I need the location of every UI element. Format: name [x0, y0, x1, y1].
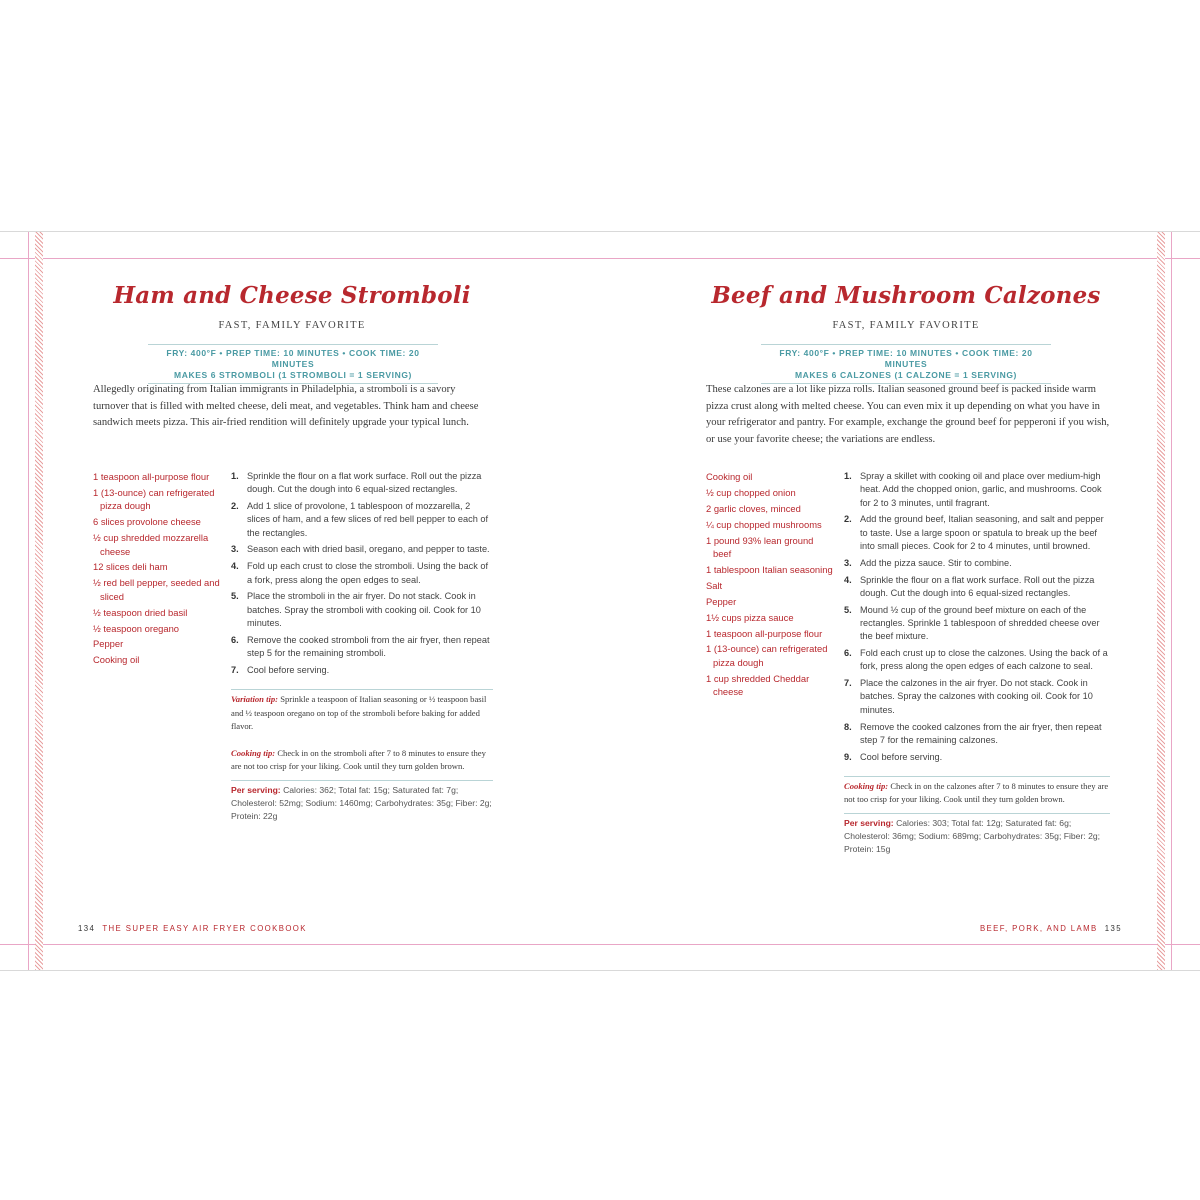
step-item [844, 677, 1110, 717]
recipe-tag: FAST, FAMILY FAVORITE [218, 320, 366, 331]
step-text: Fold up each crust to close the stromboli. Using the back of a fork, press along the open edges to seal. [247, 561, 489, 585]
recipe-intro: Allegedly originating from Italian immigrants in Philadelphia, a stromboli is a savory turnover that is filled with melted cheese, deli meat, and vegetables. Think ham and cheese sandwich meets pizza. This air-fried rendition will definitely upgrade your typical lunch. [93, 384, 479, 428]
step-item [231, 634, 493, 661]
step-text: Add the ground beef, Italian seasoning, and salt and pepper to taste. Use a large spoon or spatula to break up the beef into small pieces. Cook for 2 to 4 minutes, until browned. [860, 514, 1104, 551]
ingredient-item: 1 (13-ounce) can refrigerated pizza dough [706, 643, 828, 668]
running-head: BEEF, PORK, AND LAMB [979, 924, 1098, 933]
step-item [844, 604, 1110, 644]
page-number: 135 [1104, 924, 1122, 933]
ingredient-item: 6 slices provolone cheese [93, 516, 201, 528]
nutrition-info [844, 813, 1110, 857]
nutrition-text: Calories: 303; Total fat: 12g; Saturated fat: 6g; Cholesterol: 36mg; Sodium: 689mg; Carbohydrates: 35g; Fiber: 2g; Protein: 15g [844, 817, 1101, 855]
recipe-title: Beef and Mushroom Calzones [711, 282, 1101, 309]
cooking-tip-label: Cooking tip: [844, 780, 889, 791]
meta-yield: MAKES 6 CALZONES (1 CALZONE = 1 SERVING) [795, 370, 1017, 380]
ingredient-item: 1½ cups pizza sauce [706, 611, 794, 623]
step-text: Remove the cooked stromboli from the air fryer, then repeat step 5 for the remaining stromboli. [247, 634, 490, 659]
ingredient-list [706, 470, 834, 701]
ingredient-item: ½ cup shredded mozzarella cheese [93, 532, 209, 557]
recipe-tag: FAST, FAMILY FAVORITE [832, 320, 980, 331]
step-number: 5. [844, 604, 852, 615]
ingredient-item: Cooking oil [93, 654, 140, 666]
ingredient-item: ½ teaspoon dried basil [93, 606, 188, 618]
ingredient-item: 1 teaspoon all-purpose flour [706, 627, 823, 639]
step-item [231, 590, 493, 630]
meta-yield: MAKES 6 STROMBOLI (1 STROMBOLI = 1 SERVING) [174, 370, 412, 380]
recipe-intro: These calzones are a lot like pizza rolls. Italian seasoned ground beef is packed inside warm pizza crust along with melted cheese. You can even mix it up depending on what you have in your refrigerator and pantry. For example, exchange the ground beef for pepperoni if you wish, or use your favorite cheese; the variations are endless. [706, 384, 1110, 445]
meta-times: FRY: 400°F • PREP TIME: 10 MINUTES • COOK TIME: 20 MINUTES [779, 348, 1033, 369]
step-text: Cool before serving. [247, 664, 330, 675]
step-item [844, 751, 1110, 764]
step-text: Fold each crust up to close the calzones. Using the back of a fork, press along the open edges of each calzone to seal. [860, 648, 1108, 672]
step-item [844, 557, 1110, 570]
step-text: Place the stromboli in the air fryer. Do not stack. Cook in batches. Spray the stromboli with cooking oil. Cook for 10 minutes. [247, 591, 481, 628]
step-item [844, 721, 1110, 748]
step-number: 8. [844, 721, 852, 732]
nutrition-info [231, 780, 493, 824]
step-item [231, 470, 493, 497]
step-number: 4. [844, 574, 852, 585]
page-number: 134 [78, 924, 96, 933]
ingredient-item: Pepper [93, 638, 124, 650]
variation-tip-label: Variation tip: [231, 694, 279, 705]
step-number: 7. [231, 664, 239, 675]
step-number: 6. [231, 634, 239, 645]
step-item [231, 500, 493, 540]
step-text: Place the calzones in the air fryer. Do not stack. Cook in batches. Spray the calzones with cooking oil. Cook for 10 minutes. [860, 678, 1093, 715]
cooking-tip-label: Cooking tip: [231, 747, 276, 758]
running-head: THE SUPER EASY AIR FRYER COOKBOOK [102, 924, 307, 933]
nutrition-text: Calories: 362; Total fat: 15g; Saturated fat: 7g; Cholesterol: 52mg; Sodium: 1460mg; Carbohydrates: 35g; Fiber: 2g; Protein: 22g [231, 784, 492, 822]
cooking-tip-text: Check in on the stromboli after 7 to 8 minutes to ensure they are not too crisp for your liking. Cook until they turn golden brown. [231, 747, 486, 772]
step-item [844, 513, 1110, 553]
nutrition-label: Per serving: [231, 784, 281, 795]
cooking-tip-text: Check in on the calzones after 7 to 8 minutes to ensure they are not too crisp for your liking. Cook until they turn golden brown. [844, 780, 1109, 805]
page-footer [980, 924, 1122, 933]
step-number: 5. [231, 591, 239, 602]
ingredient-item: ½ teaspoon oregano [93, 622, 180, 634]
ingredient-item: ¼ cup chopped mushrooms [706, 518, 822, 530]
ingredient-item: Salt [706, 579, 723, 591]
ingredient-item: 1 tablespoon Italian seasoning [706, 563, 833, 575]
cooking-tip [844, 776, 1110, 807]
ingredient-item: 2 garlic cloves, minced [706, 502, 801, 514]
ingredient-item: ½ cup chopped onion [706, 486, 796, 498]
step-number: 6. [844, 648, 852, 659]
step-list [231, 470, 493, 823]
step-item [844, 470, 1110, 510]
ingredient-list [93, 470, 233, 669]
step-text: Spray a skillet with cooking oil and place over medium-high heat. Add the chopped onion, garlic, and mushrooms. Cook for 2 to 3 minutes, until fragrant. [860, 471, 1102, 508]
ingredient-item: 1 pound 93% lean ground beef [706, 534, 814, 560]
step-number: 7. [844, 678, 852, 689]
ingredient-item: 1 (13-ounce) can refrigerated pizza dough [93, 486, 215, 512]
step-number: 2. [844, 514, 852, 525]
step-text: Cool before serving. [860, 751, 943, 762]
right-page [600, 232, 1200, 970]
step-number: 9. [844, 751, 852, 762]
step-text: Mound ½ cup of the ground beef mixture on each of the rectangles. Sprinkle 1 tablespoon of shredded cheese over the beef mixture. [860, 604, 1100, 642]
recipe-title: Ham and Cheese Stromboli [113, 282, 471, 309]
cooking-tip [231, 744, 493, 774]
ingredient-item: Cooking oil [706, 471, 753, 482]
step-number: 2. [231, 501, 239, 512]
step-text: Add the pizza sauce. Stir to combine. [860, 557, 1012, 568]
step-item [844, 647, 1110, 674]
step-number: 4. [231, 561, 239, 572]
step-text: Season each with dried basil, oregano, and pepper to taste. [247, 544, 490, 555]
step-item [844, 574, 1110, 601]
step-text: Add 1 slice of provolone, 1 tablespoon of mozzarella, 2 slices of ham, and a few slices of red bell pepper to each of the rectangles. [247, 501, 489, 538]
ingredient-item: ½ red bell pepper, seeded and sliced [93, 577, 220, 602]
ingredient-item: 1 cup shredded Cheddar cheese [706, 672, 810, 698]
step-item [231, 664, 493, 677]
variation-tip [231, 689, 493, 734]
step-text: Sprinkle the flour on a flat work surface. Roll out the pizza dough. Cut the dough into 6 equal-sized rectangles. [860, 574, 1095, 598]
step-item [231, 543, 493, 556]
variation-tip-text: Sprinkle a teaspoon of Italian seasoning or ½ teaspoon basil and ½ teaspoon oregano on top of the stromboli before baking for added flavor. [231, 694, 487, 732]
meta-times: FRY: 400°F • PREP TIME: 10 MINUTES • COOK TIME: 20 MINUTES [166, 348, 420, 369]
recipe-meta [761, 344, 1051, 384]
book-spread [0, 231, 1200, 971]
step-text: Remove the cooked calzones from the air fryer, then repeat step 7 for the remaining calzones. [860, 721, 1102, 745]
recipe-meta [148, 344, 438, 384]
step-number: 3. [844, 557, 852, 568]
page-footer [78, 924, 307, 933]
step-list [844, 470, 1110, 857]
step-number: 1. [231, 471, 239, 481]
step-item [231, 560, 493, 587]
ingredient-item: Pepper [706, 595, 737, 607]
step-text: Sprinkle the flour on a flat work surface. Roll out the pizza dough. Cut the dough into 6 equal-sized rectangles. [247, 471, 482, 495]
step-number: 3. [231, 544, 239, 555]
ingredient-item: 1 teaspoon all-purpose flour [93, 471, 210, 482]
left-page [0, 232, 600, 970]
nutrition-label: Per serving: [844, 817, 894, 828]
ingredient-item: 12 slices deli ham [93, 561, 168, 573]
step-number: 1. [844, 471, 852, 481]
